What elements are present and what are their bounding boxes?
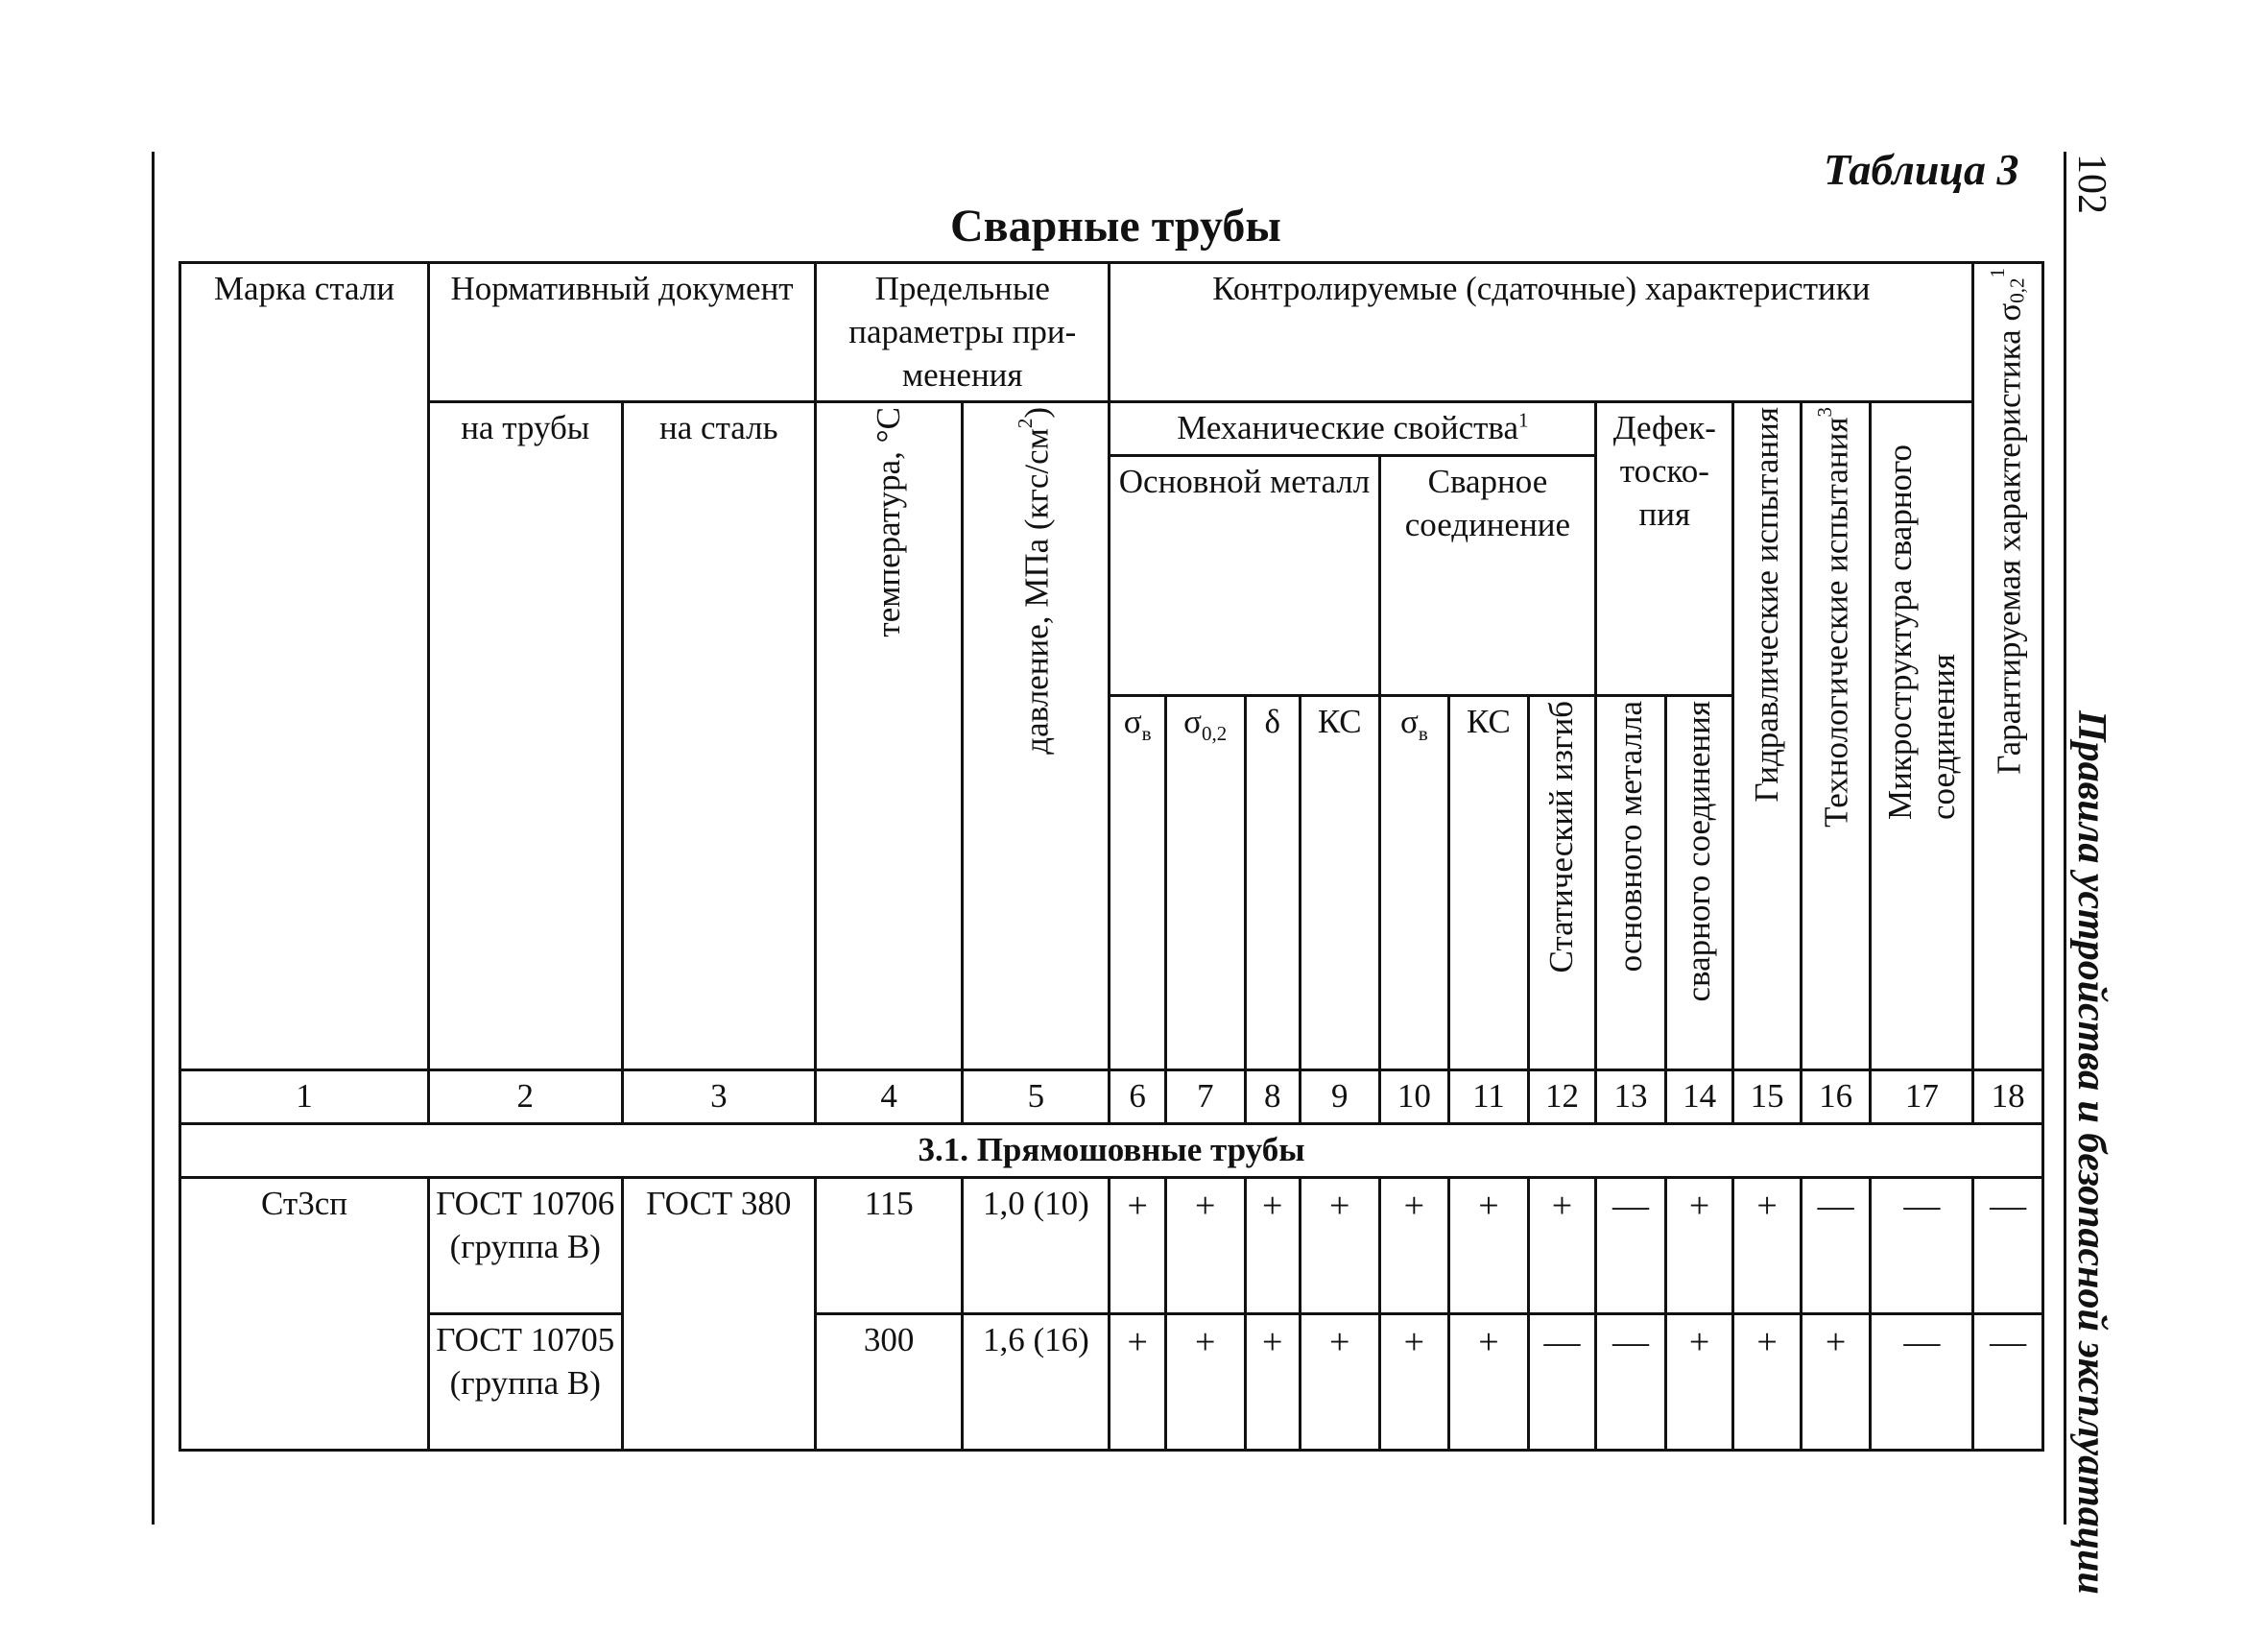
header-osn-met — [1596, 696, 1666, 1070]
cell-mark: — — [1973, 1313, 2043, 1450]
cell-mark: + — [1110, 1313, 1165, 1450]
sigma-sub-v: в — [1141, 722, 1152, 746]
cell-mark: — — [1801, 1177, 1871, 1313]
page-number: 102 — [2069, 154, 2113, 214]
header-mikro — [1871, 402, 1973, 1070]
header-temperatura-text: температура, °С — [869, 407, 907, 637]
header-davlenie-text: давление, МПа (кгс/см — [1017, 428, 1056, 756]
table-title: Сварные трубы — [950, 201, 1281, 252]
cell-press: 1,0 (10) — [963, 1177, 1110, 1313]
header-svar-soed — [1665, 696, 1733, 1070]
col-num: 8 — [1245, 1070, 1300, 1124]
header-stat — [1528, 696, 1596, 1070]
header-davlenie-sup: 2 — [1014, 419, 1038, 429]
cell-mark: + — [1733, 1177, 1802, 1313]
col-num: 5 — [963, 1070, 1110, 1124]
cell-temp: 115 — [816, 1177, 963, 1313]
col-num: 1 — [180, 1070, 429, 1124]
sigma-symbol: σ — [1399, 703, 1419, 741]
section-row — [180, 1123, 2043, 1177]
cell-mark: + — [1665, 1313, 1733, 1450]
header-osnovnoy: Основной металл — [1110, 456, 1379, 696]
header-mech-sup: 1 — [1518, 408, 1529, 432]
cell-mark: — — [1871, 1177, 1973, 1313]
header-normativ: Нормативный документ — [428, 263, 815, 402]
cell-mark: + — [1801, 1313, 1871, 1450]
header-gidr — [1733, 402, 1802, 1070]
header-gidr-text: Гидравлические испытания — [1747, 407, 1785, 804]
sigma-symbol: σ — [1123, 703, 1142, 741]
col-num: 2 — [428, 1070, 622, 1124]
header-defekt: Дефектоскопия — [1596, 402, 1733, 696]
cell-na-truby: ГОСТ 10706 (группа В) — [428, 1177, 622, 1313]
col-num: 4 — [816, 1070, 963, 1124]
cell-mark: + — [1245, 1313, 1300, 1450]
cell-mark: + — [1379, 1313, 1449, 1450]
cell-temp: 300 — [816, 1313, 963, 1450]
cell-mark: — — [1973, 1177, 2043, 1313]
col-num: 17 — [1871, 1070, 1973, 1124]
cell-mark: + — [1733, 1313, 1802, 1450]
cell-mark: + — [1449, 1177, 1529, 1313]
header-mech — [1110, 402, 1596, 456]
header-garant — [1973, 263, 2043, 1070]
cell-mark: — — [1871, 1313, 1973, 1450]
sigma-sub-02: 0,2 — [1202, 722, 1228, 746]
col-num: 15 — [1733, 1070, 1802, 1124]
cell-mark: + — [1245, 1177, 1300, 1313]
sigma-symbol: σ — [1183, 703, 1202, 741]
header-tehn — [1801, 402, 1871, 1070]
cell-mark: + — [1665, 1177, 1733, 1313]
header-davlenie-end: ) — [1017, 407, 1056, 420]
header-row-1 — [180, 263, 2043, 402]
header-kc-weld: КС — [1449, 696, 1529, 1070]
col-num: 7 — [1165, 1070, 1245, 1124]
header-sigma-v-weld — [1379, 696, 1449, 1070]
col-num: 13 — [1596, 1070, 1666, 1124]
col-num: 6 — [1110, 1070, 1165, 1124]
section-title: 3.1. Прямошовные трубы — [180, 1123, 2043, 1177]
col-num: 3 — [622, 1070, 816, 1124]
header-svarnoe: Сварное соединение — [1379, 456, 1596, 696]
table-row — [180, 1313, 2043, 1450]
col-num: 12 — [1528, 1070, 1596, 1124]
header-garant-sub: 0,2 — [2005, 277, 2029, 303]
cell-press: 1,6 (16) — [963, 1313, 1110, 1450]
cell-mark: + — [1110, 1177, 1165, 1313]
col-num: 18 — [1973, 1070, 2043, 1124]
header-sigma-02 — [1165, 696, 1245, 1070]
sigma-sub-v: в — [1418, 722, 1428, 746]
header-temperatura — [816, 402, 963, 1070]
header-mikro-text: Микроструктура сварного соединения — [1880, 444, 1962, 821]
header-tehn-sup: 3 — [1813, 407, 1837, 418]
cell-mark: — — [1596, 1177, 1666, 1313]
header-marka: Марка стали — [180, 263, 429, 1070]
header-predel: Предельные параметры применения — [816, 263, 1110, 402]
header-garant-sup: 1 — [1985, 268, 2009, 278]
col-num: 11 — [1449, 1070, 1529, 1124]
header-svar-soed-text: сварного соединения — [1680, 701, 1718, 1002]
header-row-2 — [180, 402, 2043, 456]
col-num: 10 — [1379, 1070, 1449, 1124]
header-stat-text: Статический изгиб — [1542, 701, 1581, 973]
header-mech-text: Механические свойства — [1177, 409, 1518, 447]
cell-mark: + — [1165, 1313, 1245, 1450]
header-kontrol: Контролируемые (сдаточные) характеристики — [1110, 263, 1973, 402]
header-garant-text: Гарантируемая характеристика σ — [1990, 302, 2028, 775]
header-sigma-v — [1110, 696, 1165, 1070]
header-kc: КС — [1300, 696, 1379, 1070]
cell-mark: + — [1528, 1177, 1596, 1313]
table-label: Таблица 3 — [1824, 145, 2019, 194]
cell-na-stal: ГОСТ 380 — [622, 1177, 816, 1450]
cell-mark: — — [1528, 1313, 1596, 1450]
header-davlenie — [963, 402, 1110, 1070]
cell-mark: — — [1596, 1313, 1666, 1450]
cell-na-truby: ГОСТ 10705 (группа В) — [428, 1313, 622, 1450]
header-na-stal: на сталь — [622, 402, 816, 1070]
cell-mark: + — [1300, 1177, 1379, 1313]
col-num: 16 — [1801, 1070, 1871, 1124]
cell-mark: + — [1300, 1313, 1379, 1450]
header-osn-met-text: основного металла — [1611, 701, 1649, 973]
welded-pipes-table — [179, 261, 2044, 1452]
table-row — [180, 1177, 2043, 1313]
header-tehn-text: Технологические испытания — [1818, 417, 1856, 829]
header-na-truby: на трубы — [428, 402, 622, 1070]
header-delta: δ — [1245, 696, 1300, 1070]
col-num: 14 — [1665, 1070, 1733, 1124]
running-title: Правила устройства и безопасной эксплуатации — [2069, 710, 2113, 1595]
col-num: 9 — [1300, 1070, 1379, 1124]
cell-mark: + — [1379, 1177, 1449, 1313]
cell-mark: + — [1165, 1177, 1245, 1313]
cell-marka: Ст3сп — [180, 1177, 429, 1450]
left-margin-line — [152, 152, 155, 1525]
cell-mark: + — [1449, 1313, 1529, 1450]
column-number-row — [180, 1070, 2043, 1124]
right-margin-line — [2064, 152, 2066, 1525]
